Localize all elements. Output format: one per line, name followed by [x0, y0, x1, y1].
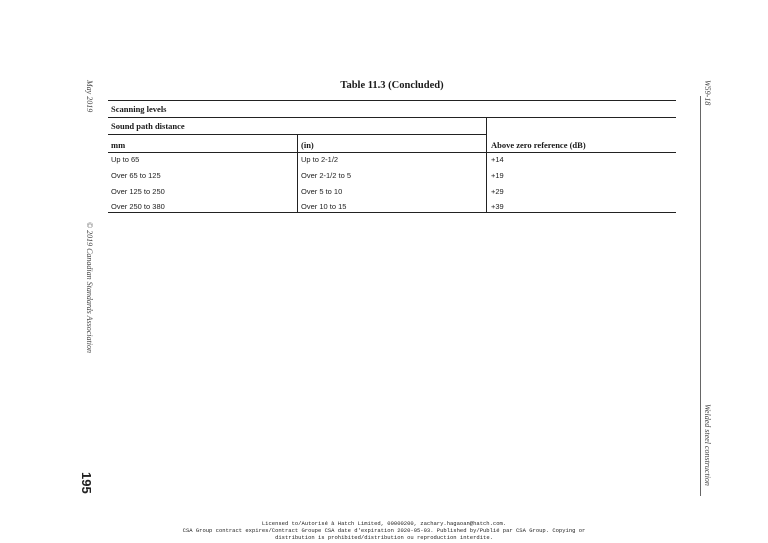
- group-header: Scanning levels: [111, 104, 167, 114]
- table-cell: Over 10 to 15: [301, 202, 347, 211]
- column-header-db: Above zero reference (dB): [491, 140, 586, 150]
- table-bottom-rule: [108, 212, 676, 213]
- license-footer: [0, 520, 768, 541]
- license-line-3: distribution is prohibited/distribution ou reproduction interdite.: [275, 534, 493, 541]
- rule-below-group: [108, 117, 676, 118]
- date-label: May 2019: [85, 80, 94, 113]
- table-cell: +29: [491, 187, 504, 196]
- table-cell: +39: [491, 202, 504, 211]
- column-header-mm: mm: [111, 140, 126, 150]
- section-title: Welded steel construction: [703, 404, 712, 486]
- column-header-in: (in): [301, 140, 314, 150]
- table-cell: Over 65 to 125: [111, 171, 161, 180]
- table-title: Table 11.3 (Concluded): [340, 80, 444, 91]
- table-cell: Up to 2-1/2: [301, 155, 339, 164]
- page-number: 195: [79, 472, 94, 494]
- table-cell: +14: [491, 155, 504, 164]
- license-line-1: Licensed to/Autorisé à Hatch Limited, 00000200, zachary.hagaoan@hatch.com.: [261, 520, 507, 527]
- table-cell: +19: [491, 171, 504, 180]
- table-cell: Over 125 to 250: [111, 187, 165, 196]
- table-top-rule: [108, 100, 676, 101]
- table-cell: Over 250 to 380: [111, 202, 165, 211]
- license-line-2: CSA Group contract expires/Contract Groupe CSA date d'expiration 2020-05-03. Published by/Publié par CSA Group. Copying or: [182, 527, 586, 534]
- table-cell: Over 2-1/2 to 5: [301, 171, 352, 180]
- subgroup-header: Sound path distance: [111, 121, 185, 131]
- copyright-label: © 2019 Canadian Standards Association: [85, 222, 94, 353]
- column-divider-1: [297, 134, 298, 212]
- column-divider-2: [486, 117, 487, 212]
- rule-below-columns: [108, 152, 676, 153]
- right-margin-rule: [700, 96, 701, 496]
- standard-code: W59-18: [703, 80, 712, 106]
- table-cell: Over 5 to 10: [301, 187, 343, 196]
- table-cell: Up to 65: [111, 155, 140, 164]
